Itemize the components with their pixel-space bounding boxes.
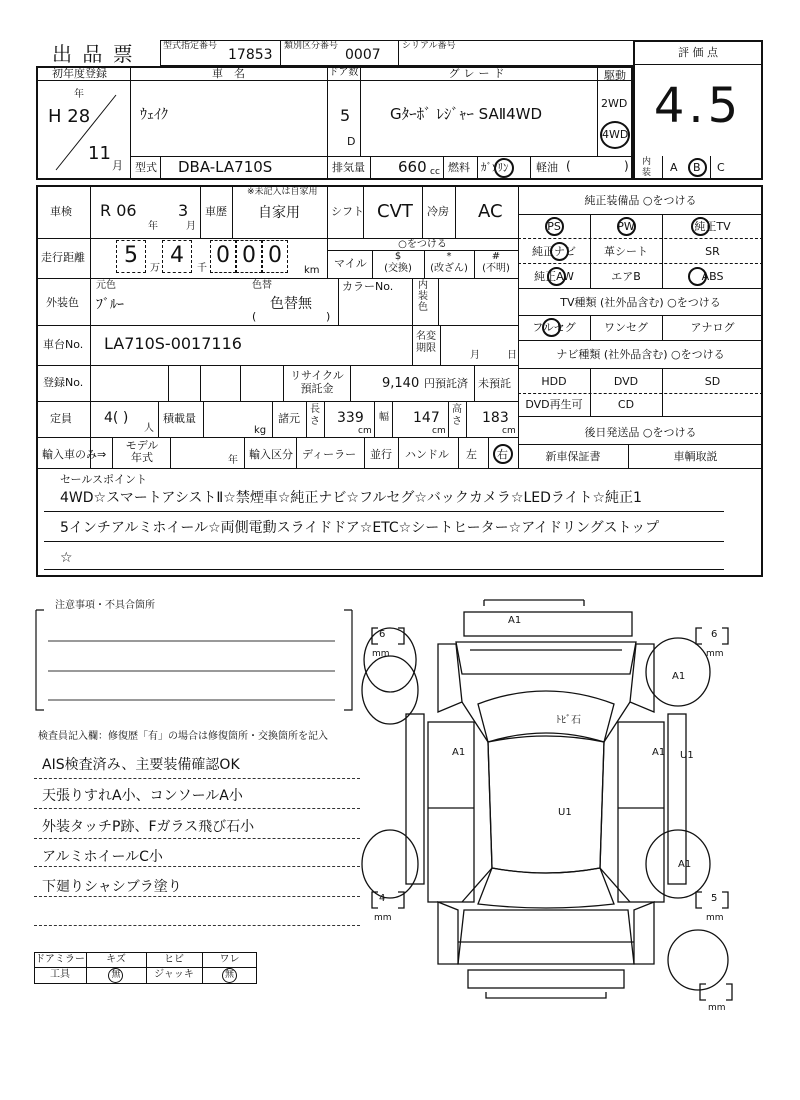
navi-title: ナビ種類 (社外品含む) ○をつける — [556, 348, 725, 361]
exterior-color-label: 外装色 — [46, 296, 79, 309]
interior-color-label: 内装色 — [418, 280, 428, 313]
exchange-symbol: $ — [394, 251, 402, 262]
tv-oneseg: ワンセグ — [604, 321, 648, 334]
length-unit: cm — [358, 426, 372, 436]
mark-wheel-rr: A1 — [678, 859, 692, 870]
width-unit: cm — [432, 426, 446, 436]
serial-label: シリアル番号 — [402, 41, 456, 51]
tread-rr: 5 — [711, 893, 718, 904]
note-line-3: 外装タッチP跡、Fガラス飛び石小 — [42, 819, 255, 835]
tread-rl: 4 — [379, 893, 386, 904]
interior-b-circle — [688, 158, 707, 177]
tread-fl: 6 — [379, 629, 386, 640]
equip-ps-circle — [545, 217, 564, 236]
recycle-amount: 9,140 — [382, 376, 420, 391]
mileage-digit-1: 5 — [124, 243, 138, 268]
width-label: 幅 — [379, 412, 389, 423]
inspection-date: R 06 — [100, 201, 137, 220]
capacity: 4( ) — [104, 410, 129, 426]
mileage-sen: 千 — [197, 263, 207, 274]
load-unit: kg — [254, 425, 267, 436]
interior-a: A — [670, 161, 678, 174]
recycle-unpaid: 未預託 — [478, 377, 511, 390]
import-type-label: 輸入区分 — [249, 448, 293, 461]
repaint: 色替無 — [270, 296, 312, 312]
unknown-symbol: # — [491, 251, 501, 262]
legend-tools: 工具 — [50, 969, 70, 980]
orig-color: ﾌﾞﾙｰ — [96, 297, 124, 313]
class-no-label: 類別区分番号 — [284, 41, 339, 51]
grade: Gﾀｰﾎﾞ ﾚｼﾞｬｰ SAⅡ4WD — [390, 105, 543, 123]
height-label: 高さ — [452, 404, 462, 427]
equip-leather: 革シート — [604, 245, 648, 258]
orig-color-label: 元色 — [96, 280, 116, 291]
history: 自家用 — [258, 205, 300, 221]
legend-tools-value: 無 — [111, 970, 121, 980]
drive-2wd: 2WD — [601, 97, 628, 110]
equipment-title: 純正装備品 ○をつける — [584, 194, 697, 207]
capacity-label: 定員 — [50, 412, 72, 425]
equip-airbag: エアB — [611, 270, 641, 283]
tv-analog: アナログ — [690, 321, 735, 334]
capacity-unit: 人 — [144, 423, 154, 434]
model-year-label: モデル年式 — [125, 439, 159, 464]
interior-c: C — [717, 161, 725, 174]
legend-jack: ジャッキ — [154, 969, 194, 980]
model-type: DBA-LA710S — [178, 158, 273, 176]
equip-navi: 純正ナビ — [532, 245, 576, 258]
recycle-paid: 円預託済 — [424, 377, 468, 390]
first-reg-year: H 28 — [48, 106, 91, 127]
height: 183 — [482, 410, 509, 426]
chassis-number: LA710S-0017116 — [104, 334, 242, 353]
length: 339 — [337, 410, 364, 426]
tread-fr-unit: mm — [706, 649, 724, 659]
legend-scratch: キズ — [106, 954, 126, 965]
later-manual: 車輌取説 — [673, 450, 718, 463]
repaint-label: 色替 — [252, 280, 272, 291]
equip-aw: 純正AW — [534, 270, 574, 283]
ac-label: 冷房 — [427, 205, 449, 218]
fuel-label: 燃料 — [448, 161, 470, 174]
legend-break: ワレ — [219, 954, 240, 965]
import-label: 輸入車のみ⇒ — [42, 448, 107, 461]
drive-label: 駆動 — [604, 69, 626, 82]
equip-tv-circle — [691, 217, 710, 236]
mark-left-side: A1 — [452, 747, 466, 758]
mileage-digit-2: 4 — [170, 243, 184, 268]
score-value: 4.5 — [653, 78, 743, 134]
displacement-label: 排気量 — [332, 161, 365, 174]
navi-sd: SD — [704, 375, 721, 388]
model-no: 17853 — [228, 47, 273, 63]
tv-title: TV種類 (社外品含む) ○をつける — [560, 296, 721, 309]
inspector-label: 検査員記入欄：修復歴「有」の場合は修復箇所・交換箇所を記入 — [38, 731, 328, 742]
shift-label: シフト — [331, 205, 364, 218]
tv-fullseg-circle — [542, 318, 561, 337]
year-unit: 年 — [74, 89, 84, 100]
meigen-label: 名変期限 — [416, 331, 436, 354]
car-name-label: 車 名 — [212, 67, 245, 80]
import-dealer: ディーラー — [302, 448, 357, 461]
equip-pw: PW — [617, 220, 635, 233]
displacement: 660 — [398, 158, 427, 176]
sales-line-3: ☆ — [60, 550, 73, 566]
mileage-label: 走行距離 — [41, 251, 85, 264]
door-type: D — [347, 135, 356, 148]
tread-fl-unit: mm — [372, 649, 390, 659]
equip-navi-circle — [550, 242, 569, 261]
mark-roof: U1 — [558, 807, 572, 818]
tamper-symbol: * — [446, 251, 452, 262]
handle-label: ハンドル — [405, 448, 449, 461]
model-year-unit: 年 — [228, 455, 238, 466]
meigen-day: 日 — [507, 350, 517, 361]
note-line-4: アルミホイールC小 — [42, 849, 163, 865]
color-no-label: カラーNo. — [342, 280, 394, 293]
note-line-2: 天張りすれA小、コンソールA小 — [42, 788, 243, 804]
navi-dvd: DVD — [613, 375, 639, 388]
fuel-light-oil: 軽油 — [536, 161, 558, 174]
tread-rl-unit: mm — [374, 913, 392, 923]
height-unit: cm — [502, 426, 516, 436]
navi-dvd-play: DVD再生可 — [525, 398, 583, 411]
chassis-label: 車台No. — [43, 338, 84, 351]
recycle-label: リサイクル預託金 — [290, 369, 344, 395]
sales-label: セールスポイント — [60, 473, 148, 486]
mark-wheel-fr: A1 — [672, 671, 686, 682]
car-name: ｳｪｲｸ — [140, 107, 168, 123]
meigen-month: 月 — [470, 350, 480, 361]
load-label: 積載量 — [163, 412, 196, 425]
handle-left: 左 — [466, 448, 477, 461]
tamper-label: (改ざん) — [430, 263, 468, 274]
mileage-digit-4: 0 — [242, 243, 256, 268]
interior-b: B — [693, 161, 701, 174]
exchange-label: (交換) — [384, 263, 412, 274]
drive-4wd: 4WD — [602, 128, 629, 141]
equip-aw-circle — [547, 267, 566, 286]
sales-line-2: 5インチアルミホイール☆両側電動スライドドア☆ETC☆シートヒーター☆アイドリングストップ — [60, 520, 660, 536]
later-title: 後日発送品 ○をつける — [584, 426, 697, 439]
caution-box — [30, 598, 358, 720]
mark-glass: ﾄﾋﾞ石 — [556, 715, 581, 726]
history-note: ※未記入は自家用 — [247, 187, 318, 197]
doors-label: ドア数 — [328, 67, 359, 78]
tv-fullseg: フルセグ — [532, 321, 576, 334]
caution-label: 注意事項・不具合箇所 — [52, 601, 158, 611]
fuel-gasoline-circle — [494, 158, 514, 178]
navi-hdd: HDD — [541, 375, 567, 388]
equip-sr: SR — [705, 245, 720, 258]
cc-unit: cc — [430, 167, 440, 177]
equip-abs: ABS — [701, 270, 724, 283]
shift: CVT — [377, 201, 413, 222]
equip-tv: 純正TV — [694, 220, 731, 233]
inspection-month: 3 — [178, 201, 189, 220]
sales-line-1: 4WD☆スマートアシストⅡ☆禁煙車☆純正ナビ☆フルセグ☆バックカメラ☆LEDライト☆純正1 — [60, 490, 642, 506]
mile-label: マイル — [334, 257, 367, 270]
note-line-1: AIS検査済み、主要装備確認OK — [42, 757, 240, 773]
handle-right-circle — [493, 444, 513, 464]
history-label: 車歴 — [205, 205, 227, 218]
mark-front: A1 — [508, 615, 522, 626]
legend-crack: ヒビ — [164, 954, 184, 965]
spare-unit: mm — [708, 1003, 726, 1013]
ac: AC — [478, 201, 503, 222]
inspection-label: 車検 — [50, 205, 72, 218]
later-warranty: 新車保証書 — [545, 450, 601, 463]
first-reg-month: 11 — [88, 143, 111, 164]
mark-right-u: U1 — [680, 750, 694, 761]
inspection-year-unit: 年 — [148, 221, 158, 232]
model-no-label: 型式指定番号 — [163, 41, 218, 51]
handle-right: 右 — [497, 448, 508, 461]
navi-cd: CD — [617, 398, 635, 411]
door-count: 5 — [340, 106, 351, 125]
car-damage-diagram — [360, 592, 790, 1032]
month-unit: 月 — [112, 159, 123, 172]
inspection-month-unit: 月 — [186, 221, 196, 232]
interior-label: 内装 — [642, 157, 652, 178]
width: 147 — [413, 410, 440, 426]
tread-fr: 6 — [711, 629, 718, 640]
mileage-digit-3: 0 — [216, 243, 230, 268]
mark-right-side: A1 — [652, 747, 666, 758]
type-label: 型式 — [135, 161, 157, 174]
import-parallel: 並行 — [370, 448, 392, 461]
equip-ps: PS — [547, 220, 561, 233]
equip-abs-circle — [688, 267, 707, 286]
mile-note: ○をつける — [398, 239, 447, 250]
form-title: 出 品 票 — [52, 42, 135, 66]
grade-label: グレード — [448, 67, 509, 80]
registration-label: 登録No. — [43, 376, 84, 389]
note-line-5: 下廻りシャシブラ塗り — [42, 879, 182, 895]
class-no: 0007 — [345, 47, 381, 63]
mileage-man: 万 — [150, 263, 160, 274]
fuel-gasoline: ｶﾞｿﾘﾝ — [481, 161, 509, 174]
tread-rr-unit: mm — [706, 913, 724, 923]
score-label: 評 価 点 — [678, 46, 718, 59]
legend-jack-value: 無 — [224, 970, 234, 980]
legend-mirror: ドアミラー — [35, 954, 85, 965]
mileage-km: km — [304, 265, 320, 276]
mileage-digit-5: 0 — [268, 243, 282, 268]
unknown-label: (不明) — [482, 263, 510, 274]
length-label: 長さ — [310, 404, 320, 427]
dims-label: 諸元 — [278, 412, 300, 425]
equip-pw-circle — [617, 217, 636, 236]
first-reg-label: 初年度登録 — [52, 67, 107, 80]
